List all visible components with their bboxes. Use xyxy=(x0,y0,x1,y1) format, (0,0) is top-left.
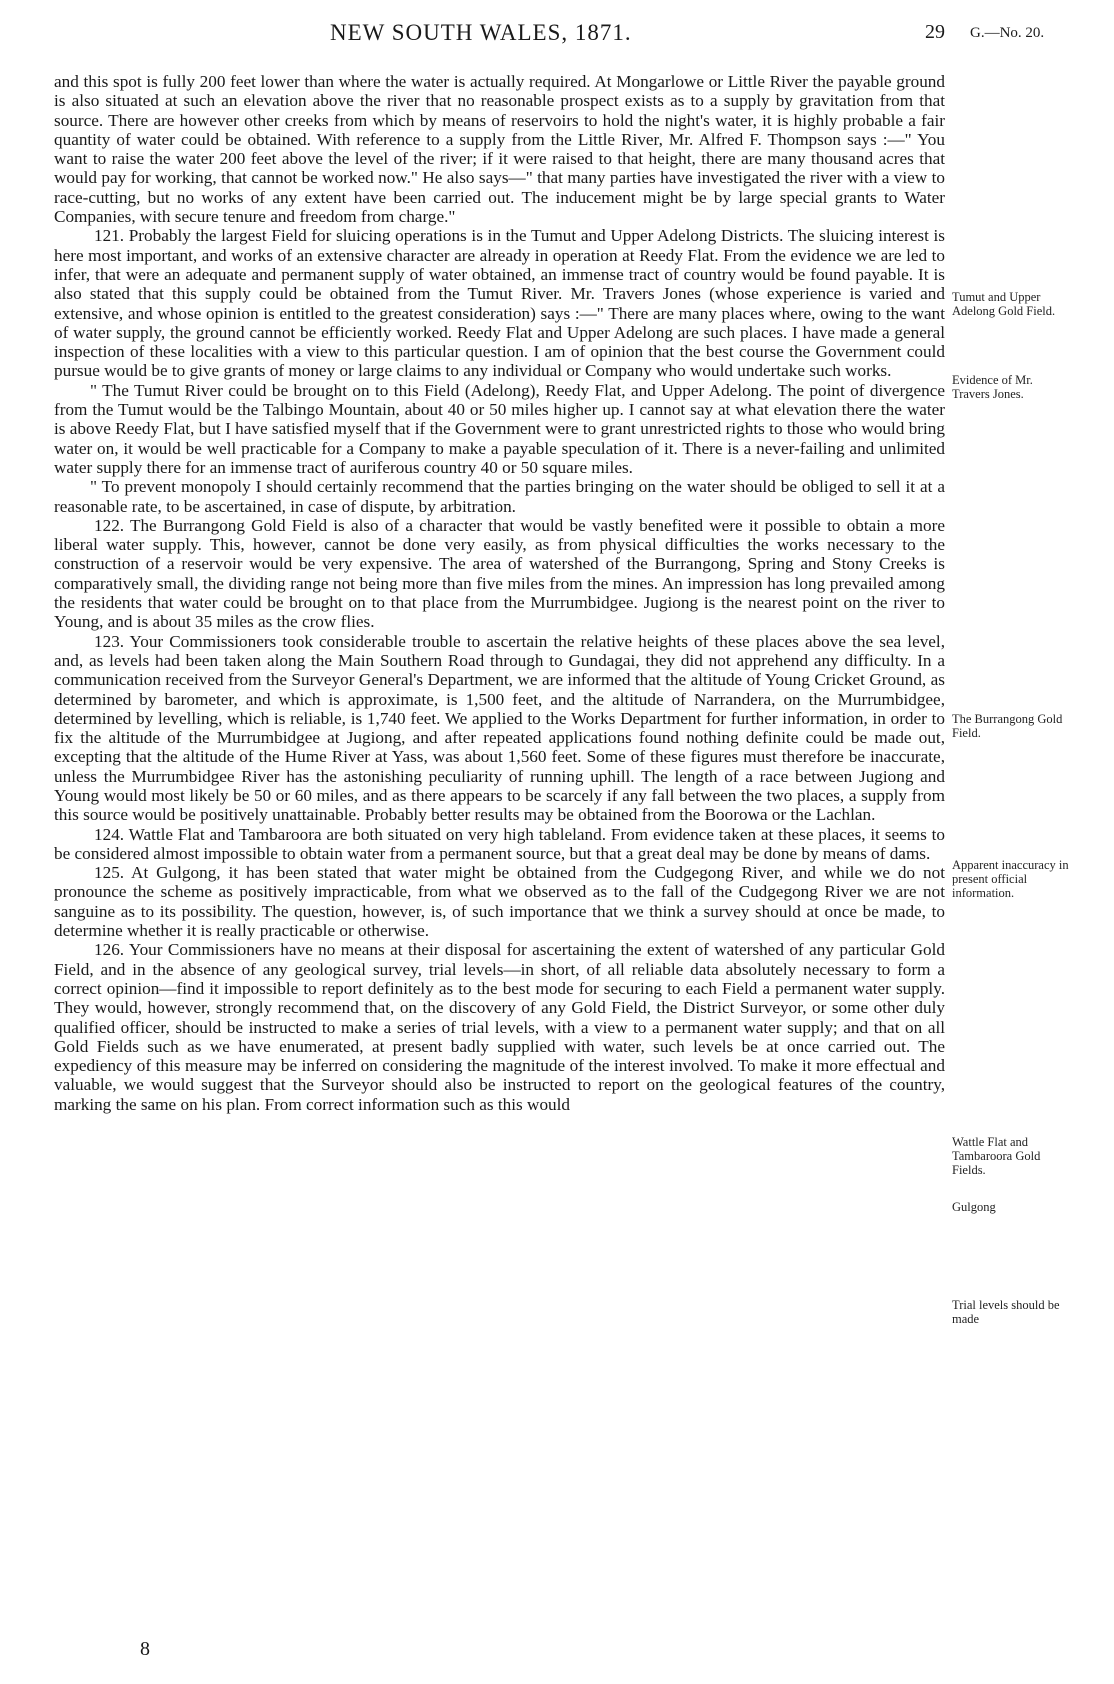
paragraph-126: 126. Your Commissioners have no means at their disposal for ascertaining the extent of watershed of any particular Gold Field, and in the absence of any geological survey, trial levels—in short, of all reliable data absolutely necessary to form a correct opinion—find it impossible to report definitely as to the best mode for securing to each Field a permanent water supply. They would, however, strongly recommend that, on the discovery of any Gold Field, the District Surveyor, or some other duly qualified officer, should be instructed to make a series of trial levels, with a view to a permanent water supply; and that on all Gold Fields such as we have enumerated, at present badly supplied with water, such levels be at once carried out. The expediency of this measure may be inferred on considering the magnitude of the interest involved. To make it more effectual and valuable, we would suggest that the Surveyor should also be instructed to report on the geological features of the country, marking the same on his plan. From correct information such as this would xyxy=(54,940,945,1114)
paragraph-121: 121. Probably the largest Field for sluicing operations is in the Tumut and Upper Adelong Districts. The sluicing interest is here most important, and works of an extensive character are already in operation at Reedy Flat. From the evidence we are led to infer, that were an adequate and permanent supply of water obtained, an immense tract of country would be found payable. It is also stated that this supply could be obtained from the Tumut River. Mr. Travers Jones (whose experience is varied and extensive, and whose opinion is entitled to the greatest consideration) says :—" There are many places where, owing to the want of water supply, the ground cannot be efficiently worked. Reedy Flat and Upper Adelong are such places. I have made a general inspection of these localities with a view to this particular question. I am of opinion that the best course the Government could pursue would be to give grants of money or large claims to any individual or Company who would undertake such works. xyxy=(54,226,945,381)
paragraph-124: 124. Wattle Flat and Tambaroora are both situated on very high tableland. From evidence taken at these places, it seems to be considered almost impossible to obtain water from a permanent source, but that a great deal may be done by means of dams. xyxy=(54,824,945,863)
paragraph-125: 125. At Gulgong, it has been stated that water might be obtained from the Cudgegong River, and while we do not pronounce the scheme as positively impracticable, from what we observed as to the fall of the Cudgegong River we are not sanguine as to its possibility. The question, however, is, of such importance that we think a survey should at once be made, to determine whether it is really practicable or otherwise. xyxy=(54,863,945,941)
paragraph-quote-monopoly: " To prevent monopoly I should certainly recommend that the parties bringing on the water should be obliged to sell it at a reasonable rate, to be ascertained, in case of dispute, by arbitration. xyxy=(54,477,945,516)
margin-note-travers-jones: Evidence of Mr. Travers Jones. xyxy=(952,373,1033,401)
margin-note-burrangong: The Burrangong Gold Field. xyxy=(952,712,1063,740)
page-number: 29 xyxy=(925,21,945,43)
body-text xyxy=(54,72,945,1114)
paragraph-122: 122. The Burrangong Gold Field is also of a character that would be vastly benefited were it possible to obtain a more liberal water supply. This, however, cannot be done very easily, as from physical difficulties the works necessary to the construction of a reservoir would be very expensive. The area of watershed of the Burrangong, Spring and Stony Creeks is comparatively small, the dividing range not being more than five miles from the mines. An impression has long prevailed among the residents that water could be brought on to that place from the Murrumbidgee. Jugiong is the nearest point on the river to Young, and is about 35 miles as the crow flies. xyxy=(54,515,945,632)
margin-note-trial-levels: Trial levels should be made xyxy=(952,1298,1060,1326)
page-header xyxy=(0,20,1114,50)
paragraph-continuation: and this spot is fully 200 feet lower than where the water is actually required. At Mongarlowe or Little River the payable ground is also situated at such an elevation above the river that no reasonable prospect exists as to a supply by gravitation from that source. There are however other creeks from which by means of reservoirs to hold the night's water, it is highly probable a fair quantity of water could be obtained. With reference to a supply from the Little River, Mr. Alfred F. Thompson says :—" You want to raise the water 200 feet above the level of the river; if it were raised to that height, there are many thousand acres that would pay for working, that cannot be worked now." He also says—" that many parties have investigated the river with a view to race-cutting, but no works of any extent have been carried out. The inducement might be by large special grants to Water Companies, with secure tenure and freedom from charge." xyxy=(54,72,945,227)
margin-note-wattle-flat: Wattle Flat and Tambaroora Gold Fields. xyxy=(952,1135,1041,1177)
margin-note-inaccuracy: Apparent inaccuracy in present official information. xyxy=(952,858,1069,900)
header-title: NEW SOUTH WALES, 1871. xyxy=(330,20,632,45)
document-reference: G.—No. 20. xyxy=(970,25,1045,41)
margin-note-gulgong: Gulgong xyxy=(952,1200,996,1214)
margin-note-tumut: Tumut and Upper Adelong Gold Field. xyxy=(952,290,1056,318)
paragraph-quote-tumut: " The Tumut River could be brought on to this Field (Adelong), Reedy Flat, and Upper Adelong. The point of divergence from the Tumut would be the Talbingo Mountain, about 40 or 50 miles higher up. I cannot say at what elevation there the water is above Reedy Flat, but I have satisfied myself that if the Government were to grant unrestricted rights to those who would bring water on, it would be well practicable for a Company to make a payable speculation of it. There is a never-failing and unlimited water supply there for an immense tract of auriferous country 40 or 50 square miles. xyxy=(54,380,945,477)
paragraph-123: 123. Your Commissioners took considerable trouble to ascertain the relative heights of these places above the sea level, and, as levels had been taken along the Main Southern Road through to Gundagai, they did not apprehend any difficulty. In a communication received from the Surveyor General's Department, we are informed that the altitude of Young Cricket Ground, as determined by barometer, and which is approximate, is 1,500 feet, and the altitude of Narrandera, on the Murrumbidgee, determined by levelling, which is reliable, is 1,740 feet. We applied to the Works Department for further information, in order to fix the altitude of the Murrumbidgee at Jugiong, and after repeated applications found nothing definite could be made out, excepting that the altitude of the Hume River at Yass, was about 1,560 feet. Some of these figures must therefore be inaccurate, unless the Murrumbidgee River has the astonishing peculiarity of running uphill. The length of a race between Jugiong and Young would most likely be 50 or 60 miles, and as there appears to be scarcely if any fall between the two places, a supply from this source would be positively unattainable. Probably better results may be obtained from the Boorowa or the Lachlan. xyxy=(54,631,945,825)
signature-mark: 8 xyxy=(140,1638,150,1660)
